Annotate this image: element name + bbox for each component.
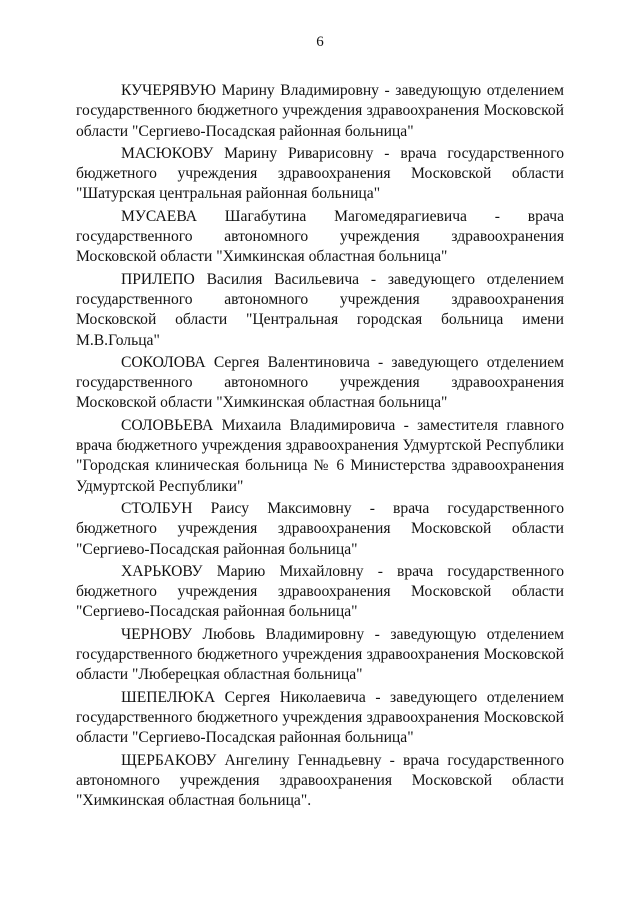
list-item: ЧЕРНОВУ Любовь Владимировну - заведующую отделением государственного бюджетного учреждения здравоохранения Московской области "Люберецкая областная больница" bbox=[76, 625, 564, 684]
list-item: СТОЛБУН Раису Максимовну - врача государственного бюджетного учреждения здравоохранения Московской области "Сергиево-Посадская районная больница" bbox=[76, 499, 564, 558]
page-number: 6 bbox=[316, 34, 324, 50]
list-item: МАСЮКОВУ Марину Риварисовну - врача государственного бюджетного учреждения здравоохранения Московской области "Шатурская центральная районная больница" bbox=[76, 144, 564, 203]
list-item: СОКОЛОВА Сергея Валентиновича - заведующего отделением государственного автономного учреждения здравоохранения Московской области "Химкинская областная больница" bbox=[76, 353, 564, 412]
document-body bbox=[76, 81, 564, 813]
list-item: СОЛОВЬЕВА Михаила Владимировича - заместителя главного врача бюджетного учреждения здравоохранения Удмуртской Республики "Городская клиническая больница № 6 Министерства здравоохранения Удмуртской Республики" bbox=[76, 416, 564, 495]
list-item: МУСАЕВА Шагабутина Магомедярагиевича - врача государственного автономного учреждения здравоохранения Московской области "Химкинская областная больница" bbox=[76, 207, 564, 266]
list-item: КУЧЕРЯВУЮ Марину Владимировну - заведующую отделением государственного бюджетного учреждения здравоохранения Московской области "Сергиево-Посадская районная больница" bbox=[76, 82, 564, 140]
list-item: ПРИЛЕПО Василия Васильевича - заведующего отделением государственного автономного учреждения здравоохранения Московской области "Центральная городская больница имени М.В.Гольца" bbox=[76, 270, 564, 349]
list-item: ХАРЬКОВУ Марию Михайловну - врача государственного бюджетного учреждения здравоохранения Московской области "Сергиево-Посадская районная больница" bbox=[76, 562, 564, 621]
list-item: ЩЕРБАКОВУ Ангелину Геннадьевну - врача государственного автономного учреждения здравоохранения Московской области "Химкинская областная больница". bbox=[76, 751, 564, 810]
list-item: ШЕПЕЛЮКА Сергея Николаевича - заведующего отделением государственного бюджетного учреждения здравоохранения Московской области "Сергиево-Посадская районная больница" bbox=[76, 688, 564, 747]
